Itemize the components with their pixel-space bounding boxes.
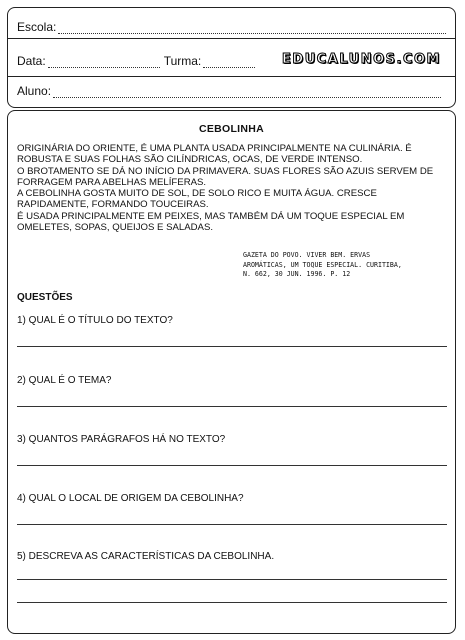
paragraph: A CEBOLINHA GOSTA MUITO DE SOL, DE SOLO RICO E MUITA ÁGUA. CRESCE RAPIDAMENTE, FORMANDO TOUCEIRAS. [17, 188, 377, 211]
class-label: Turma: [163, 54, 202, 68]
question-1: 1) QUAL É O TÍTULO DO TEXTO? [17, 315, 173, 326]
header-divider [8, 76, 455, 77]
worksheet-body [7, 110, 456, 634]
source-line: N. 662, 30 JUN. 1996. P. 12 [243, 270, 351, 279]
article-text [17, 143, 447, 233]
student-row [17, 84, 441, 98]
educalunos-logo: EDUCALUNOS.COM [282, 52, 441, 67]
answer-line[interactable] [17, 602, 447, 603]
header-divider [8, 38, 455, 39]
source-line: GAZETA DO POVO. VIVER BEM. ERVAS [243, 251, 371, 259]
paragraph: É USADA PRINCIPALMENTE EM PEIXES, MAS TAMBÉM DÁ UM TOQUE ESPECIAL EM OMELETES, SOPAS, QUEIJOS E SALADAS. [17, 210, 405, 234]
question-4: 4) QUAL O LOCAL DE ORIGEM DA CEBOLINHA? [17, 493, 244, 504]
student-label: Aluno: [17, 84, 52, 98]
article-source [243, 251, 443, 280]
answer-line[interactable] [17, 579, 447, 580]
date-label: Data: [17, 54, 46, 68]
header-form [7, 7, 456, 108]
answer-line[interactable] [17, 406, 447, 407]
question-5: 5) DESCREVA AS CARACTERÍSTICAS DA CEBOLINHA. [17, 551, 275, 562]
question-3: 3) QUANTOS PARÁGRAFOS HÁ NO TEXTO? [17, 434, 226, 445]
source-line: AROMÁTICAS, UM TOQUE ESPECIAL. CURITIBA, [243, 260, 402, 269]
paragraph: ORIGINÁRIA DO ORIENTE, É UMA PLANTA USADA PRINCIPALMENTE NA CULINÁRIA. É ROBUSTA E SUAS FOLHAS SÃO CILÍNDRICAS, OCAS, DE VERDE INTENSO. [17, 143, 412, 166]
school-label: Escola: [17, 20, 57, 34]
answer-line[interactable] [17, 524, 447, 525]
date-field[interactable] [48, 57, 160, 68]
article-title: CEBOLINHA [198, 123, 265, 135]
class-field[interactable] [203, 57, 255, 68]
answer-line[interactable] [17, 346, 447, 347]
date-row [17, 54, 255, 68]
questions-heading: QUESTÕES [17, 292, 73, 303]
paragraph: O BROTAMENTO SE DÁ NO INÍCIO DA PRIMAVERA. SUAS FLORES SÃO AZUIS SERVEM DE FORRAGEM PARA ABELHAS MELÍFERAS. [17, 165, 434, 188]
student-field[interactable] [53, 87, 441, 98]
school-row [17, 20, 446, 34]
school-field[interactable] [58, 23, 446, 34]
answer-line[interactable] [17, 465, 447, 466]
question-2: 2) QUAL É O TEMA? [17, 375, 112, 386]
